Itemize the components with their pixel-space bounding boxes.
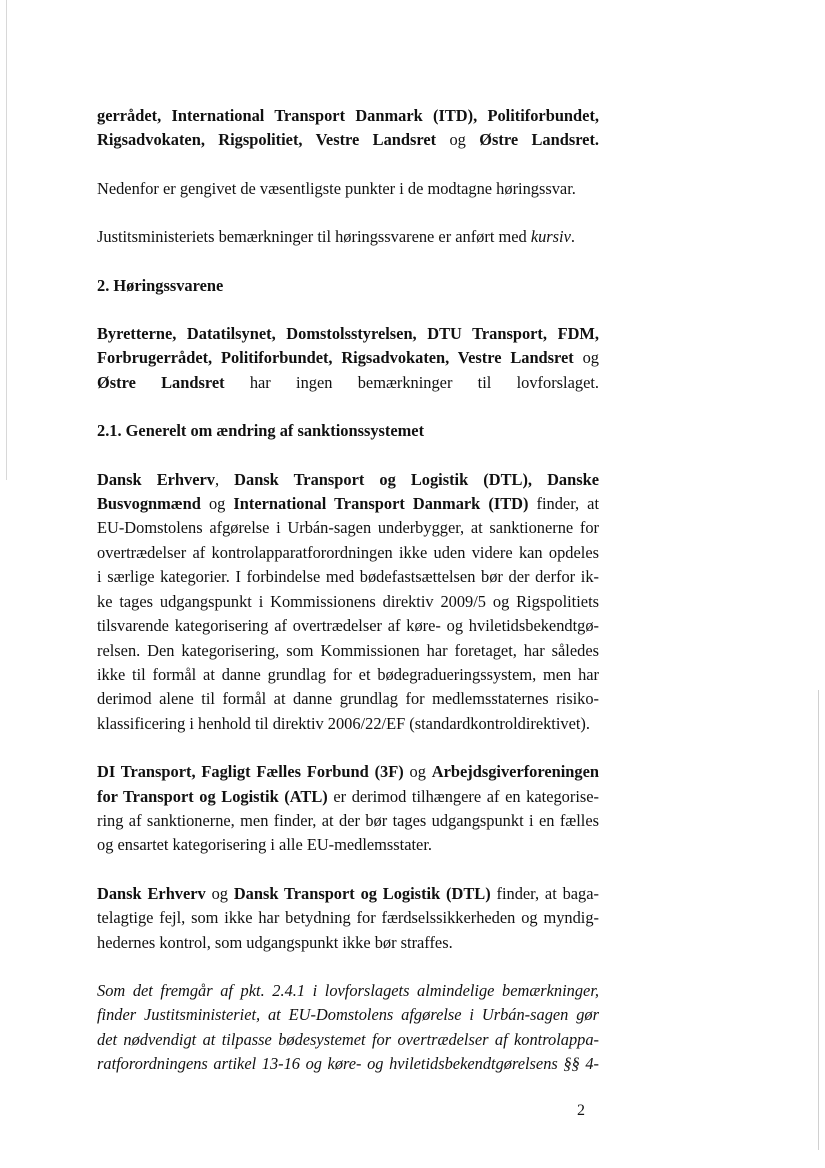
bold-run: Dansk Transport og Logistik (DTL) [233,883,491,903]
text-line [97,663,599,687]
scan-edge-left [6,0,7,480]
text-line [97,906,599,930]
subsection-heading: 2.1. Generelt om ændring af sanktionssystemet [97,421,425,441]
text-line [97,128,599,152]
page-number: 2 [577,1102,585,1119]
text-line [97,1028,599,1052]
text-run: , [214,469,235,489]
text-run: og ensartet kategorisering i alle EU-medlemsstater. [97,835,432,855]
text-line [97,712,599,736]
text-line [97,104,599,128]
remarks-note-italic-word: kursiv [530,227,571,247]
text-line [97,760,599,784]
text-run: og [403,762,432,782]
text-run: tilsvarende kategorisering af overtrædelser af køre- og hviletidsbekendtgø- [97,616,599,636]
text-run: ikke til formål at danne grundlag for et bødegradueringssystem, men har [97,664,599,684]
text-run: og [205,883,234,903]
bold-run: DI Transport, Fagligt Fælles Forbund (3F) [97,762,404,782]
bold-run: Dansk Transport og Logistik (DTL), Danske [234,469,599,489]
scan-edge-right [818,690,819,1150]
text-line [97,639,599,663]
text-run: i særlige kategorier. I forbindelse med bødefastsættelsen bør der derfor ik- [97,567,599,587]
text-run: EU-Domstolens afgørelse i Urbán-sagen underbygger, at sanktionerne for [97,518,599,538]
bold-run: Forbrugerrådet, Politiforbundet, Rigsadvokaten, Vestre Landsret [97,348,574,368]
text-line [97,492,599,516]
text-run: finder, at baga- [490,883,599,903]
ministry-comment [97,979,599,1077]
no-comments-paragraph [97,322,599,395]
paragraph-1 [97,468,599,736]
text-run: er derimod tilhængere af en kategorise- [327,786,599,806]
text-line [97,614,599,638]
text-run: finder, at [528,494,600,514]
text-run: og [573,348,599,368]
text-run: Som det fremgår af pkt. 2.4.1 i lovforslagets almindelige bemærkninger, [97,980,599,1000]
bold-run: Byretterne, Datatilsynet, Domstolsstyrelsen, DTU Transport, FDM, [97,324,599,344]
bold-run: gerrådet, International Transport Danmark (ITD), Politiforbundet, [97,106,599,125]
text-line [97,785,599,809]
text-line [97,882,599,906]
document-body [97,104,599,1077]
text-line [97,565,599,589]
text-run: og [436,130,480,150]
bold-run: Østre Landsret. [479,130,600,150]
bold-run: Dansk Erhverv [97,883,206,903]
bold-run: Busvognmænd [97,494,201,514]
text-line [97,1052,599,1076]
text-run: telagtige fejl, som ikke har betydning for færdselssikkerheden og myndig- [97,908,599,928]
text-line [97,541,599,565]
text-run: derimod alene til formål at danne grundlag for medlemsstaternes risiko- [97,689,599,709]
text-run: relsen. Den kategorisering, som Kommissionen har foretaget, har således [97,640,599,660]
text-line [97,371,599,395]
text-run: finder Justitsministeriet, at EU-Domstolens afgørelse i Urbán-sagen gør [97,1005,599,1025]
bold-run: Rigsadvokaten, Rigspolitiet, Vestre Landsret [97,130,437,150]
bold-run: Østre Landsret [97,372,225,392]
bold-run: Arbejdsgiverforeningen [431,762,599,782]
text-run: og [200,494,234,514]
text-line [97,468,599,492]
text-run: ke tages udgangspunkt i Kommissionens direktiv 2009/5 og Rigspolitiets [97,591,599,611]
intro-consultees [97,104,599,153]
text-line [97,687,599,711]
bold-run: for Transport og Logistik (ATL) [97,786,328,806]
text-run: ratforordningens artikel 13-16 og køre- og hviletidsbekendtgørelsens §§ 4- [97,1054,599,1074]
remarks-note [97,225,599,249]
text-run: ring af sanktionerne, men finder, at der bør tages udgangspunkt i en fælles [97,810,599,830]
summary-note: Nedenfor er gengivet de væsentligste punkter i de modtagne høringssvar. [97,178,576,198]
text-run: det nødvendigt at tilpasse bødesystemet for overtrædelser af kontrolappa- [97,1029,599,1049]
bold-run: International Transport Danmark (ITD) [233,494,529,514]
paragraph-2 [97,760,599,858]
text-run: har ingen bemærkninger til lovforslaget. [224,372,599,392]
remarks-note-text: Justitsministeriets bemærkninger til høringssvarene er anført med [97,227,531,247]
text-run: klassificering i henhold til direktiv 2006/22/EF (standardkontroldirektivet). [97,713,590,733]
text-line [97,516,599,540]
text-line [97,931,599,955]
remarks-note-period: . [570,227,575,247]
text-line [97,590,599,614]
paragraph-3 [97,882,599,955]
section-heading: 2. Høringssvarene [97,275,224,295]
bold-run: Dansk Erhverv [97,469,215,489]
text-line [97,1003,599,1027]
text-line [97,346,599,370]
text-line [97,322,599,346]
text-run: overtrædelser af kontrolapparatforordningen ikke uden videre kan opdeles [97,542,599,562]
text-run: hedernes kontrol, som udgangspunkt ikke bør straffes. [97,932,453,952]
text-line [97,979,599,1003]
text-line [97,809,599,833]
text-line [97,833,599,857]
